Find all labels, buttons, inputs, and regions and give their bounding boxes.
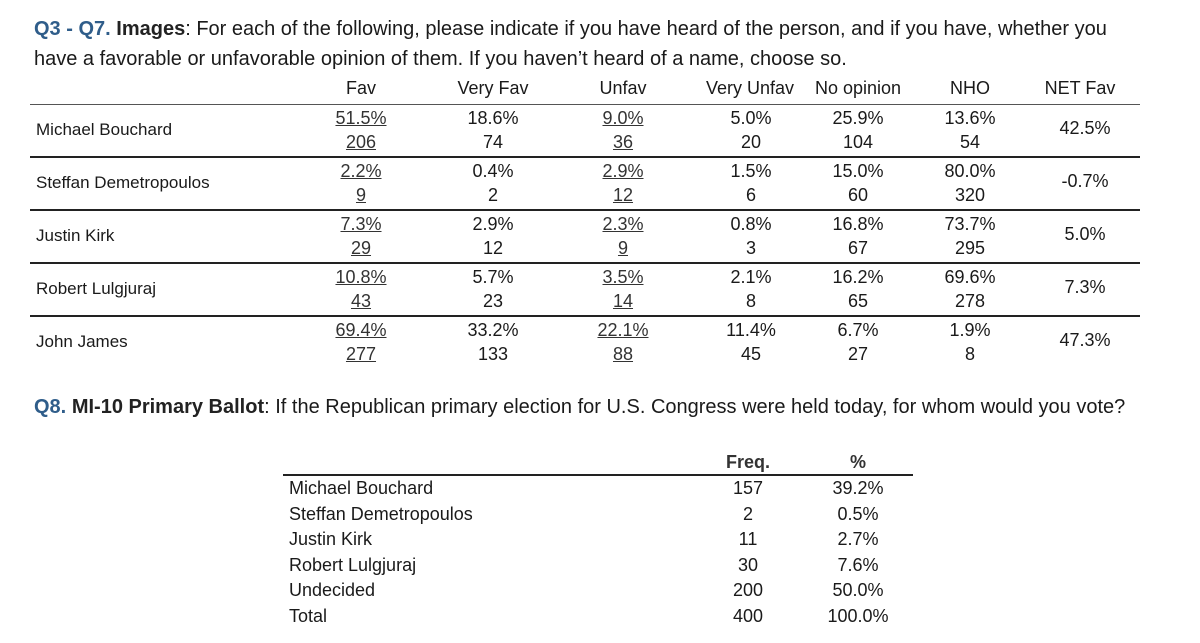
cell-nho <box>925 265 1015 313</box>
candidate-name: Total <box>289 605 328 626</box>
table-row <box>30 315 1140 368</box>
cell-count: 8 <box>745 291 756 311</box>
cell-percent: 3.5% <box>602 267 644 287</box>
freq-value: 157 <box>732 478 764 498</box>
header-unfav: Unfav <box>599 78 647 98</box>
person-name: Robert Lulgjuraj <box>36 279 157 298</box>
cell-percent: 16.2% <box>832 267 884 287</box>
cell-percent: 51.5% <box>335 108 387 128</box>
percent-value: 2.7% <box>837 529 879 549</box>
cell-count: 12 <box>612 185 634 205</box>
freq-value: 200 <box>732 580 764 600</box>
percent-value: 7.6% <box>837 554 879 575</box>
cell-percent: 2.1% <box>730 267 772 287</box>
cell-very-unfav <box>706 159 796 207</box>
cell-count: 27 <box>847 344 869 364</box>
question-number: Q8. <box>34 396 67 418</box>
cell-count: 3 <box>745 238 756 258</box>
cell-count: 14 <box>612 291 634 311</box>
images-table-header <box>30 76 1140 104</box>
cell-fav <box>316 212 406 260</box>
ballot-rows <box>283 476 913 629</box>
table-row <box>30 156 1140 209</box>
ballot-row <box>283 578 913 604</box>
cell-very-unfav <box>706 212 796 260</box>
cell-no-opinion <box>813 318 903 366</box>
person-name: Justin Kirk <box>36 226 115 245</box>
candidate-name: Justin Kirk <box>289 529 373 549</box>
cell-count: 9 <box>617 238 628 258</box>
ballot-question-title <box>34 392 1154 422</box>
cell-percent: 13.6% <box>944 108 996 128</box>
table-row <box>30 209 1140 262</box>
net-fav-value: 5.0% <box>1064 224 1106 244</box>
ballot-row <box>283 553 913 579</box>
cell-count: 278 <box>954 291 986 311</box>
cell-nho <box>925 106 1015 154</box>
cell-percent: 1.9% <box>949 320 991 340</box>
cell-no-opinion <box>813 265 903 313</box>
images-rows <box>30 104 1140 368</box>
cell-unfav <box>578 106 668 154</box>
cell-count: 74 <box>482 132 504 152</box>
cell-percent: 5.7% <box>472 267 514 287</box>
cell-percent: 9.0% <box>602 108 644 128</box>
header-very-unfav: Very Unfav <box>705 78 795 98</box>
cell-nho <box>925 159 1015 207</box>
cell-count: 23 <box>482 291 504 311</box>
header-net-fav: NET Fav <box>1044 78 1116 98</box>
cell-percent: 73.7% <box>944 214 996 234</box>
header-fav: Fav <box>345 78 376 98</box>
cell-count: 88 <box>612 344 634 364</box>
candidate-name: Robert Lulgjuraj <box>289 554 417 575</box>
ballot-table <box>283 450 913 629</box>
cell-unfav <box>578 318 668 366</box>
cell-nho <box>925 318 1015 366</box>
cell-count: 54 <box>959 132 981 152</box>
candidate-name: Steffan Demetropoulos <box>289 503 473 524</box>
net-fav-value: 7.3% <box>1064 277 1106 297</box>
cell-count: 295 <box>954 238 986 258</box>
question-name: MI-10 Primary Ballot <box>71 396 265 418</box>
cell-percent: 22.1% <box>597 320 649 340</box>
cell-percent: 5.0% <box>730 108 772 128</box>
header-freq: Freq. <box>725 452 770 472</box>
cell-percent: 7.3% <box>340 214 382 234</box>
images-table <box>30 76 1140 368</box>
header-nho: NHO <box>950 78 990 98</box>
table-row <box>30 262 1140 315</box>
cell-count: 12 <box>482 238 504 258</box>
cell-count: 133 <box>477 344 509 364</box>
cell-count: 9 <box>355 185 366 205</box>
cell-percent: 18.6% <box>467 108 519 128</box>
cell-fav <box>316 318 406 366</box>
cell-percent: 33.2% <box>467 320 519 340</box>
freq-value: 11 <box>738 529 758 549</box>
percent-value: 39.2% <box>832 478 884 498</box>
percent-value: 50.0% <box>832 580 884 600</box>
cell-percent: 0.4% <box>472 161 514 181</box>
ballot-row <box>283 502 913 528</box>
cell-count: 104 <box>842 132 874 152</box>
ballot-row <box>283 527 913 553</box>
cell-percent: 0.8% <box>730 214 772 234</box>
cell-very-unfav <box>706 318 796 366</box>
images-question-title <box>34 14 1154 74</box>
cell-count: 43 <box>350 291 372 311</box>
cell-percent: 69.6% <box>944 267 996 287</box>
cell-very-fav <box>448 159 538 207</box>
cell-count: 36 <box>612 132 634 152</box>
cell-unfav <box>578 265 668 313</box>
cell-unfav <box>578 212 668 260</box>
cell-count: 2 <box>487 185 498 205</box>
cell-count: 277 <box>345 344 377 364</box>
cell-nho <box>925 212 1015 260</box>
cell-very-fav <box>448 106 538 154</box>
net-fav-value: 42.5% <box>1059 118 1111 138</box>
header-no-opinion: No opinion <box>814 78 902 98</box>
cell-count: 65 <box>847 291 869 311</box>
cell-very-fav <box>448 318 538 366</box>
question-number: Q3 - Q7. <box>34 18 111 40</box>
table-row <box>30 104 1140 156</box>
cell-count: 29 <box>350 238 372 258</box>
question-name: Images <box>116 18 186 40</box>
cell-percent: 15.0% <box>832 161 884 181</box>
cell-very-fav <box>448 212 538 260</box>
percent-value: 0.5% <box>837 503 879 524</box>
freq-value: 2 <box>742 503 753 524</box>
cell-very-unfav <box>706 265 796 313</box>
cell-percent: 69.4% <box>335 320 387 340</box>
cell-percent: 1.5% <box>730 161 772 181</box>
cell-very-unfav <box>706 106 796 154</box>
cell-unfav <box>578 159 668 207</box>
ballot-row <box>283 476 913 502</box>
cell-count: 6 <box>745 185 756 205</box>
person-name: John James <box>36 332 128 351</box>
cell-count: 8 <box>964 344 975 364</box>
cell-percent: 80.0% <box>944 161 996 181</box>
cell-fav <box>316 265 406 313</box>
cell-percent: 2.2% <box>340 161 382 181</box>
net-fav-value: 47.3% <box>1059 330 1111 350</box>
cell-percent: 2.9% <box>602 161 644 181</box>
freq-value: 30 <box>737 554 759 575</box>
candidate-name: Undecided <box>289 580 376 600</box>
cell-very-fav <box>448 265 538 313</box>
header-very-fav: Very Fav <box>457 78 529 98</box>
cell-percent: 16.8% <box>832 214 884 234</box>
person-name: Steffan Demetropoulos <box>36 173 210 192</box>
cell-fav <box>316 159 406 207</box>
cell-percent: 2.9% <box>472 214 514 234</box>
cell-no-opinion <box>813 212 903 260</box>
cell-count: 206 <box>345 132 377 152</box>
cell-percent: 10.8% <box>335 267 387 287</box>
cell-percent: 6.7% <box>837 320 879 340</box>
cell-percent: 25.9% <box>832 108 884 128</box>
cell-count: 67 <box>847 238 869 258</box>
cell-percent: 11.4% <box>726 320 776 340</box>
cell-count: 320 <box>954 185 986 205</box>
header-percent: % <box>849 452 866 472</box>
cell-percent: 2.3% <box>602 214 644 234</box>
cell-no-opinion <box>813 159 903 207</box>
cell-count: 45 <box>740 344 762 364</box>
ballot-row <box>283 604 913 630</box>
person-name: Michael Bouchard <box>36 120 173 139</box>
percent-value: 100.0% <box>827 605 889 626</box>
candidate-name: Michael Bouchard <box>289 478 434 498</box>
question-text: : If the Republican primary election for U.S. Congress were held today, for whom would you vote? <box>264 396 1126 418</box>
cell-no-opinion <box>813 106 903 154</box>
question-text: : For each of the following, please indicate if you have heard of the person, and if you have, whether you have a favorable or unfavorable opinion of them. If you haven’t heard of a name, choose so. <box>34 18 1107 70</box>
net-fav-value: -0.7% <box>1061 171 1109 191</box>
cell-count: 60 <box>847 185 869 205</box>
freq-value: 400 <box>732 605 764 626</box>
ballot-table-header <box>283 450 913 476</box>
cell-fav <box>316 106 406 154</box>
cell-count: 20 <box>740 132 762 152</box>
